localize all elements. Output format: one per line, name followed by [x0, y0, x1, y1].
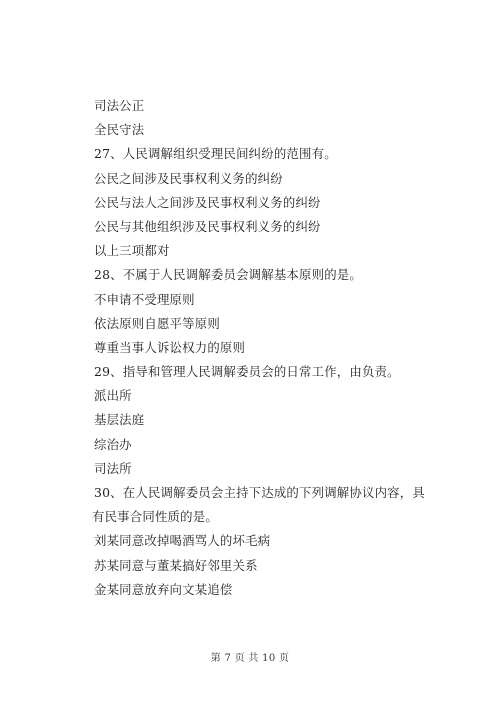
- option-line: 以上三项都对: [94, 243, 170, 259]
- option-line: 金某同意放弃向文某追偿: [94, 581, 233, 597]
- option-line: 公民与其他组织涉及民事权利义务的纠纷: [94, 218, 321, 234]
- page-footer: 第 7 页 共 10 页: [210, 653, 290, 664]
- option-line: 基层法庭: [94, 412, 145, 428]
- option-line: 依法原则自愿平等原则: [94, 315, 220, 331]
- question-28: 28、不属于人民调解委员会调解基本原则的是。: [94, 267, 362, 283]
- option-line: 苏某同意与董某搞好邻里关系: [94, 557, 258, 573]
- question-27: 27、人民调解组织受理民间纠纷的范围有。: [94, 146, 337, 162]
- question-30-continued: 有民事合同性质的是。: [92, 509, 218, 525]
- option-line: 尊重当事人诉讼权力的原则: [94, 339, 246, 355]
- option-line: 派出所: [94, 388, 132, 404]
- option-line: 司法所: [94, 460, 132, 476]
- option-line: 不申请不受理原则: [94, 291, 195, 307]
- option-line: 全民守法: [94, 122, 145, 138]
- question-29: 29、指导和管理人民调解委员会的日常工作，由负责。: [94, 364, 400, 380]
- option-line: 综治办: [94, 436, 132, 452]
- option-line: 司法公正: [94, 98, 145, 113]
- option-line: 公民之间涉及民事权利义务的纠纷: [94, 170, 283, 186]
- document-body: [94, 94, 444, 602]
- option-line: 公民与法人之间涉及民事权利义务的纠纷: [94, 194, 321, 210]
- option-line: 刘某同意改掉喝酒骂人的坏毛病: [94, 533, 271, 549]
- question-30: 30、在人民调解委员会主持下达成的下列调解协议内容，具: [94, 485, 425, 500]
